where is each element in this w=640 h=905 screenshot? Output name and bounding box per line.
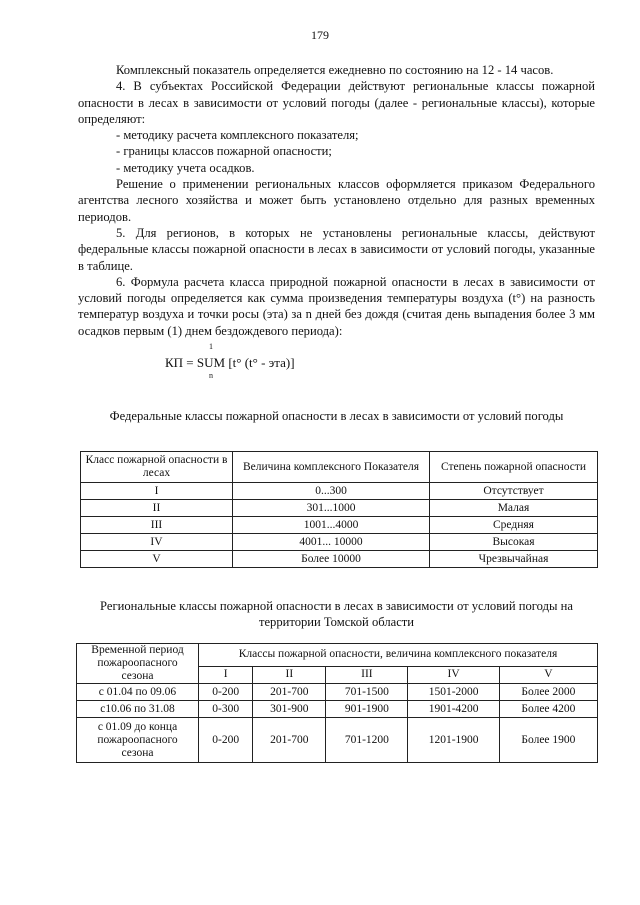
table-cell: 201-700: [253, 684, 326, 701]
bullet-item: - методику учета осадков.: [116, 160, 255, 175]
formula-lower-limit: n: [208, 371, 213, 380]
page-number: 179: [311, 28, 329, 42]
class-label: III: [326, 666, 408, 683]
table-cell: с10.06 по 31.08: [77, 701, 199, 718]
paragraph-daily: Комплексный показатель определяется ежедневно по состоянию на 12 - 14 часов.: [116, 63, 554, 77]
table-cell: 4001... 10000: [233, 534, 430, 551]
table-row: [81, 551, 598, 568]
table-cell: II: [81, 500, 233, 517]
column-header: Величина комплексного Показателя: [233, 452, 430, 483]
table-row: [81, 500, 598, 517]
formula-sum: [196, 342, 226, 380]
paragraph-decision: Решение о применении региональных классов оформляется приказом Федерального агентства лесного хозяйства и может быть установлено отдельно для разных временных периодов.: [78, 177, 595, 224]
table-cell: с 01.09 до конца пожароопасного сезона: [77, 718, 199, 763]
table-cell: Высокая: [430, 534, 598, 551]
formula-lhs: КП =: [165, 355, 197, 370]
period-header: Временной период пожароопасного сезона: [77, 644, 199, 684]
formula-upper-limit: 1: [208, 342, 213, 351]
table-cell: III: [81, 517, 233, 534]
classes-header: Классы пожарной опасности, величина комплексного показателя: [199, 644, 598, 667]
table-cell: 0...300: [233, 483, 430, 500]
body-text: [78, 62, 595, 339]
table-cell: 301...1000: [233, 500, 430, 517]
table-header-row: [77, 644, 598, 667]
table-cell: Более 4200: [499, 701, 597, 718]
table-cell: I: [81, 483, 233, 500]
paragraph-6: 6. Формула расчета класса природной пожарной опасности в лесах в зависимости от условий погоды определяется как сумма произведения температуры воздуха (t°) на разность температур воздуха и точки росы (эта) за n дней без дождя (считая день выпадения более 3 мм осадков первым (1) днем бездождевого периода):: [78, 274, 595, 338]
table-cell: с 01.04 по 09.06: [77, 684, 199, 701]
table-cell: V: [81, 551, 233, 568]
table-cell: 701-1200: [326, 718, 408, 763]
table-cell: Отсутствует: [430, 483, 598, 500]
table-cell: 0-200: [199, 684, 253, 701]
table-cell: 1901-4200: [408, 701, 499, 718]
table-cell: 901-1900: [326, 701, 408, 718]
bullet-item: - методику расчета комплексного показателя;: [116, 128, 359, 143]
paragraph-5: 5. Для регионов, в которых не установлены региональные классы, действуют федеральные классы пожарной опасности в лесах в зависимости от условий погоды, указанные в таблице.: [78, 225, 595, 273]
formula-rhs: [t° (t° - эта)]: [225, 355, 295, 370]
table-row: [77, 718, 598, 763]
table-row: [77, 701, 598, 718]
table-cell: Чрезвычайная: [430, 551, 598, 568]
paragraph-4: 4. В субъектах Российской Федерации действуют региональные классы пожарной опасности в лесах в зависимости от условий погоды (далее - региональные классы), которые определяют:: [78, 79, 595, 126]
class-label: IV: [408, 666, 499, 683]
table-cell: 301-900: [253, 701, 326, 718]
table1-caption: Федеральные классы пожарной опасности в лесах в зависимости от условий погоды: [109, 409, 564, 423]
table-cell: 1201-1900: [408, 718, 499, 763]
table-cell: 0-200: [199, 718, 253, 763]
table-row: [81, 517, 598, 534]
table-cell: 201-700: [253, 718, 326, 763]
class-label: V: [499, 666, 597, 683]
table-row: [81, 483, 598, 500]
bullet-item: - границы классов пожарной опасности;: [116, 144, 332, 159]
column-header: Степень пожарной опасности: [430, 452, 598, 483]
class-label: II: [253, 666, 326, 683]
table-cell: 1501-2000: [408, 684, 499, 701]
federal-classes-table: [80, 451, 598, 568]
regional-classes-table: [76, 643, 598, 763]
table-row: [77, 684, 598, 701]
table-cell: Более 1900: [499, 718, 597, 763]
table-cell: 701-1500: [326, 684, 408, 701]
table2-caption: Региональные классы пожарной опасности в лесах в зависимости от условий погоды на территории Томской области: [100, 599, 573, 629]
formula: [165, 342, 295, 380]
table-cell: 1001...4000: [233, 517, 430, 534]
class-label: I: [199, 666, 253, 683]
formula-sum-symbol: SUM: [196, 355, 226, 370]
column-header: Класс пожарной опасности в лесах: [81, 452, 233, 483]
table-cell: Более 10000: [233, 551, 430, 568]
table-cell: IV: [81, 534, 233, 551]
table-cell: Малая: [430, 500, 598, 517]
table-cell: Средняя: [430, 517, 598, 534]
table-header-row: [81, 452, 598, 483]
table-row: [81, 534, 598, 551]
table-cell: Более 2000: [499, 684, 597, 701]
table-cell: 0-300: [199, 701, 253, 718]
